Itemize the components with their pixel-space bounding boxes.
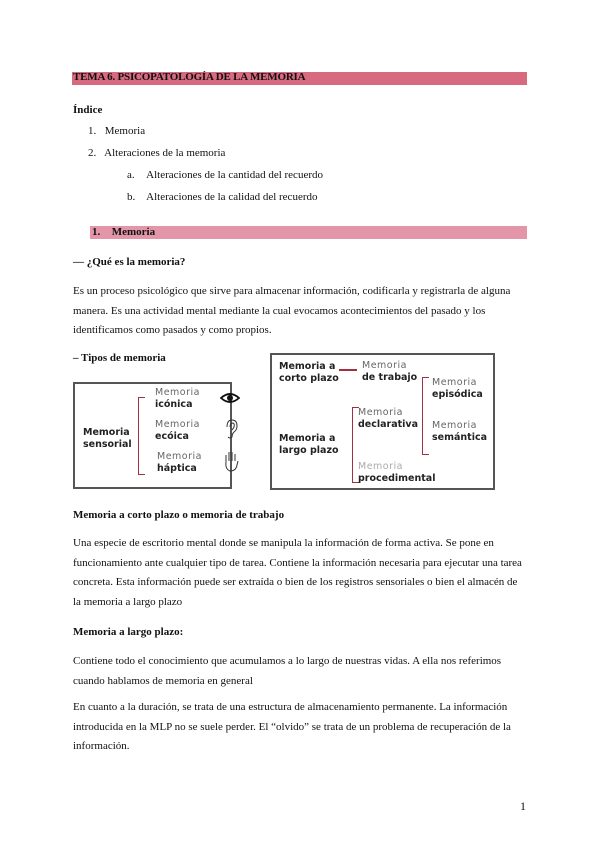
types-heading: – Tipos de memoria <box>73 352 166 364</box>
index-item-1 <box>88 125 145 137</box>
page-number: 1 <box>520 799 526 813</box>
definition-paragraph <box>73 282 510 341</box>
text-line: Contiene todo el conocimiento que acumulamos a lo largo de nuestras vidas. A ella nos referimos <box>73 655 502 667</box>
section-highlight-bar <box>90 226 527 239</box>
text-line: Es un proceso psicológico que sirve para almacenar información, codificarla y registrarla de alguna <box>73 285 511 297</box>
diagram-bracket <box>138 397 145 475</box>
index-heading: Índice <box>73 104 103 116</box>
section-title: Memoria <box>111 226 156 238</box>
text-line: En cuanto a la duración, se trata de una estructura de almacenamiento permanente. La información <box>73 701 508 713</box>
hand-icon <box>223 450 239 472</box>
diagram-episodic-memory: Memoria episódica <box>432 377 483 400</box>
index-item-number: 1. <box>88 125 97 137</box>
index-item-label: Alteraciones de la memoria <box>104 147 226 159</box>
memory-duration-diagram <box>270 353 495 490</box>
index-subitem-letter: a. <box>127 169 135 181</box>
diagram-bracket-declarative <box>422 377 429 455</box>
section-heading <box>92 226 155 238</box>
text-line: concreta. Esta información puede ser extraída o bien de los registros sensoriales o bien el almacén de <box>73 576 518 588</box>
sensory-memory-diagram <box>73 382 232 489</box>
text-line: identificamos como pasados y como propios. <box>73 324 272 336</box>
index-item-2 <box>88 147 225 159</box>
index-subitem-b <box>127 191 317 203</box>
question-heading: — ¿Qué es la memoria? <box>73 256 186 268</box>
diagram-working-memory: Memoria de trabajo <box>362 360 418 383</box>
diagram-branch-iconic: Memoria icónica <box>155 387 200 410</box>
section-number: 1. <box>92 226 101 238</box>
long-term-paragraph-1 <box>73 652 501 691</box>
index-item-number: 2. <box>88 147 97 159</box>
diagram-branch-haptic: Memoria háptica <box>157 451 202 474</box>
text-line: cuando hablamos de memoria en general <box>73 674 253 687</box>
document-title: TEMA 6. PSICOPATOLOGÍA DE LA MEMORIA <box>73 71 306 83</box>
diagram-short-term-label: Memoria a corto plazo <box>279 361 339 384</box>
text-line: Una especie de escritorio mental donde se manipula la información de forma activa. Se pone en <box>73 537 494 549</box>
diagram-branch-echoic: Memoria ecóica <box>155 419 200 442</box>
long-term-heading: Memoria a largo plazo: <box>73 626 184 638</box>
index-subitem-a <box>127 169 323 181</box>
text-line: manera. Es una actividad mental mediante la cual evocamos acontecimientos del pasado y los <box>73 304 486 317</box>
ear-icon <box>224 419 238 439</box>
diagram-connector-line <box>339 369 357 371</box>
index-subitem-label: Alteraciones de la calidad del recuerdo <box>146 191 318 203</box>
text-line: información. <box>73 740 130 752</box>
diagram-long-term-label: Memoria a largo plazo <box>279 433 339 456</box>
text-line: introducida en la MLP no se suele perder. El “olvido” se trata de un problema de recuperación de la <box>73 720 511 733</box>
text-line: funcionamiento ante cualquier tipo de tarea. Contiene la información necesaria para ejecutar una tarea <box>73 556 522 569</box>
short-term-heading: Memoria a corto plazo o memoria de trabajo <box>73 509 285 521</box>
eye-icon <box>220 392 240 404</box>
short-term-paragraph <box>73 534 522 612</box>
diagram-procedural-memory: Memoria procedimental <box>358 461 436 484</box>
long-term-paragraph-2 <box>73 698 511 757</box>
text-line: la memoria a largo plazo <box>73 595 183 608</box>
diagram-declarative-memory: Memoria declarativa <box>358 407 419 430</box>
diagram-semantic-memory: Memoria semántica <box>432 420 488 443</box>
index-subitem-letter: b. <box>127 191 136 203</box>
index-subitem-label: Alteraciones de la cantidad del recuerdo <box>146 169 323 181</box>
index-item-label: Memoria <box>104 125 146 137</box>
diagram-root-label: Memoria sensorial <box>83 427 132 450</box>
